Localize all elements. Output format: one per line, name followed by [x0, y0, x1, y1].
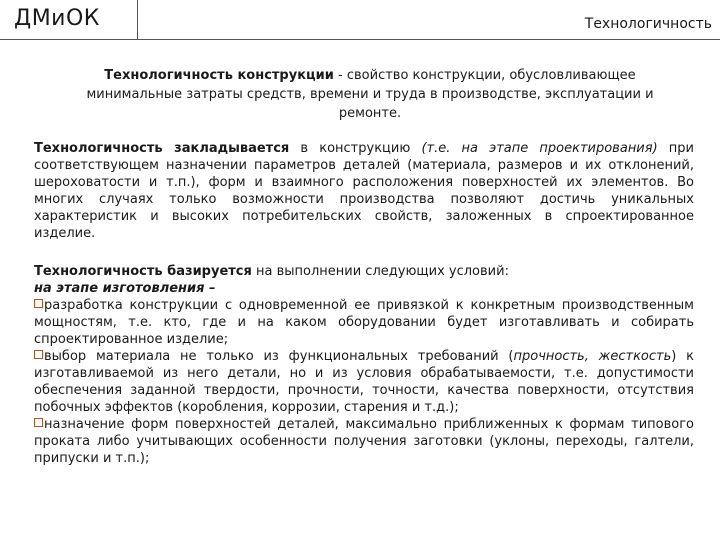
list-item-text: разработка конструкции с одновременной ее привязкой к конкретным производственным мощностям, т.е. кто, где и на каком оборудовании будет изготавливать и собирать спроектированное изделие; [34, 298, 694, 347]
square-bullet-icon [34, 350, 43, 359]
paragraph-design-italic: (т.е. на этапе проектирования) [421, 141, 658, 156]
list-item-text-2: ) к изготавливаемой из него детали, но и из условия обрабатываемости, т.е. допустимости обеспечения заданной твердости, прочности, точности, качества поверхности, отсутствия побочных эффектов (коробления, коррозии, старения и т.д.); [34, 349, 695, 415]
header-divider [138, 39, 720, 40]
paragraph-design-lead: Технологичность закладывается [34, 141, 290, 156]
list-item [34, 348, 694, 416]
stage-heading [34, 280, 694, 297]
definition-block [60, 66, 680, 123]
paragraph-design [34, 140, 694, 242]
paragraph-conditions-text: на выполнении следующих условий: [251, 264, 509, 279]
paragraph-design-text-2: при соответствующем назначении параметров деталей (материала, размеров и их отклонений, шероховатости и т.п.), форм и взаимного расположения поверхностей их элементов. Во многих случаях только возможности производства позволяют достичь уникальных характеристик и высоких потребительских свойств, заложенных в спроектированное изделие. [34, 141, 694, 241]
logo-text: ДМиОК [0, 0, 138, 40]
main-content [34, 140, 694, 467]
paragraph-conditions-lead: Технологичность базируется [34, 264, 252, 279]
definition-term: Технологичность конструкции [104, 68, 334, 83]
slide-title: Технологичность [584, 16, 712, 32]
definition-text: - свойство конструкции, обусловливающее минимальные затраты средств, времени и труда в производстве, эксплуатации и ремонте. [86, 68, 654, 121]
square-bullet-icon [34, 299, 43, 308]
paragraph-design-text-1: в конструкцию [289, 141, 422, 156]
stage-heading-text: на этапе изготовления – [34, 281, 216, 296]
paragraph-conditions [34, 263, 694, 280]
list-item [34, 297, 694, 348]
list-item-italic: прочность, жесткость [513, 349, 672, 364]
list-item [34, 416, 694, 467]
square-bullet-icon [34, 418, 43, 427]
list-item-text-1: выбор материала не только из функциональных требований ( [44, 349, 514, 364]
list-item-text: назначение форм поверхностей деталей, максимально приближенных к формам типового проката либо учитывающих особенности получения заготовки (уклоны, переходы, галтели, припуски и т.п.); [34, 417, 694, 466]
